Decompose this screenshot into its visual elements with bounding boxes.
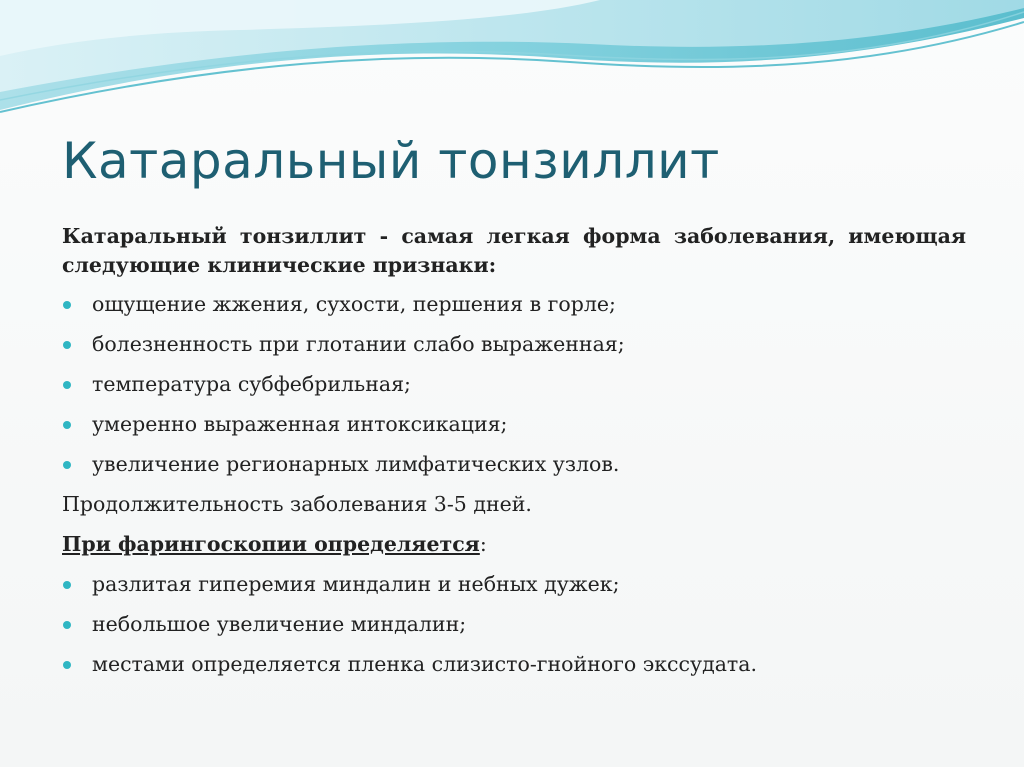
list-item-text: увеличение регионарных лимфатических узлов.	[92, 452, 620, 476]
list-item	[62, 650, 966, 679]
pharyngoscopy-heading-colon: :	[479, 532, 487, 556]
pharyngoscopy-heading	[62, 530, 966, 559]
list-item	[62, 330, 966, 359]
intro-paragraph: Катаральный тонзиллит - самая легкая форма заболевания, имеющая следующие клинические признаки:	[62, 224, 966, 277]
bullet-dot-icon	[63, 461, 71, 469]
bullet-dot-icon	[63, 341, 71, 349]
list-item	[62, 370, 966, 399]
bullet-dot-icon	[63, 661, 71, 669]
list-item-text: болезненность при глотании слабо выраженная;	[92, 332, 625, 356]
list-item	[62, 410, 966, 439]
duration-text: Продолжительность заболевания 3-5 дней.	[62, 492, 532, 516]
list-item-text: разлитая гиперемия миндалин и небных дужек;	[92, 572, 620, 596]
bullet-dot-icon	[63, 301, 71, 309]
bullet-dot-icon	[63, 381, 71, 389]
pharyngoscopy-heading-text: При фарингоскопии определяется	[62, 532, 480, 556]
bullet-dot-icon	[63, 621, 71, 629]
list-item	[62, 290, 966, 319]
list-item	[62, 570, 966, 599]
decorative-wave-header	[0, 0, 1024, 130]
slide-title: Катаральный тонзиллит	[62, 132, 720, 190]
list-item-text: небольшое увеличение миндалин;	[92, 612, 467, 636]
symptoms-list	[62, 290, 966, 479]
list-item	[62, 610, 966, 639]
bullet-dot-icon	[63, 581, 71, 589]
list-item-text: умеренно выраженная интоксикация;	[92, 412, 508, 436]
bullet-dot-icon	[63, 421, 71, 429]
list-item-text: местами определяется пленка слизисто-гнойного экссудата.	[92, 652, 758, 676]
pharyngoscopy-list	[62, 570, 966, 679]
slide-content	[62, 222, 966, 690]
list-item	[62, 450, 966, 479]
list-item-text: ощущение жжения, сухости, першения в горле;	[92, 292, 616, 316]
list-item-text: температура субфебрильная;	[92, 372, 411, 396]
